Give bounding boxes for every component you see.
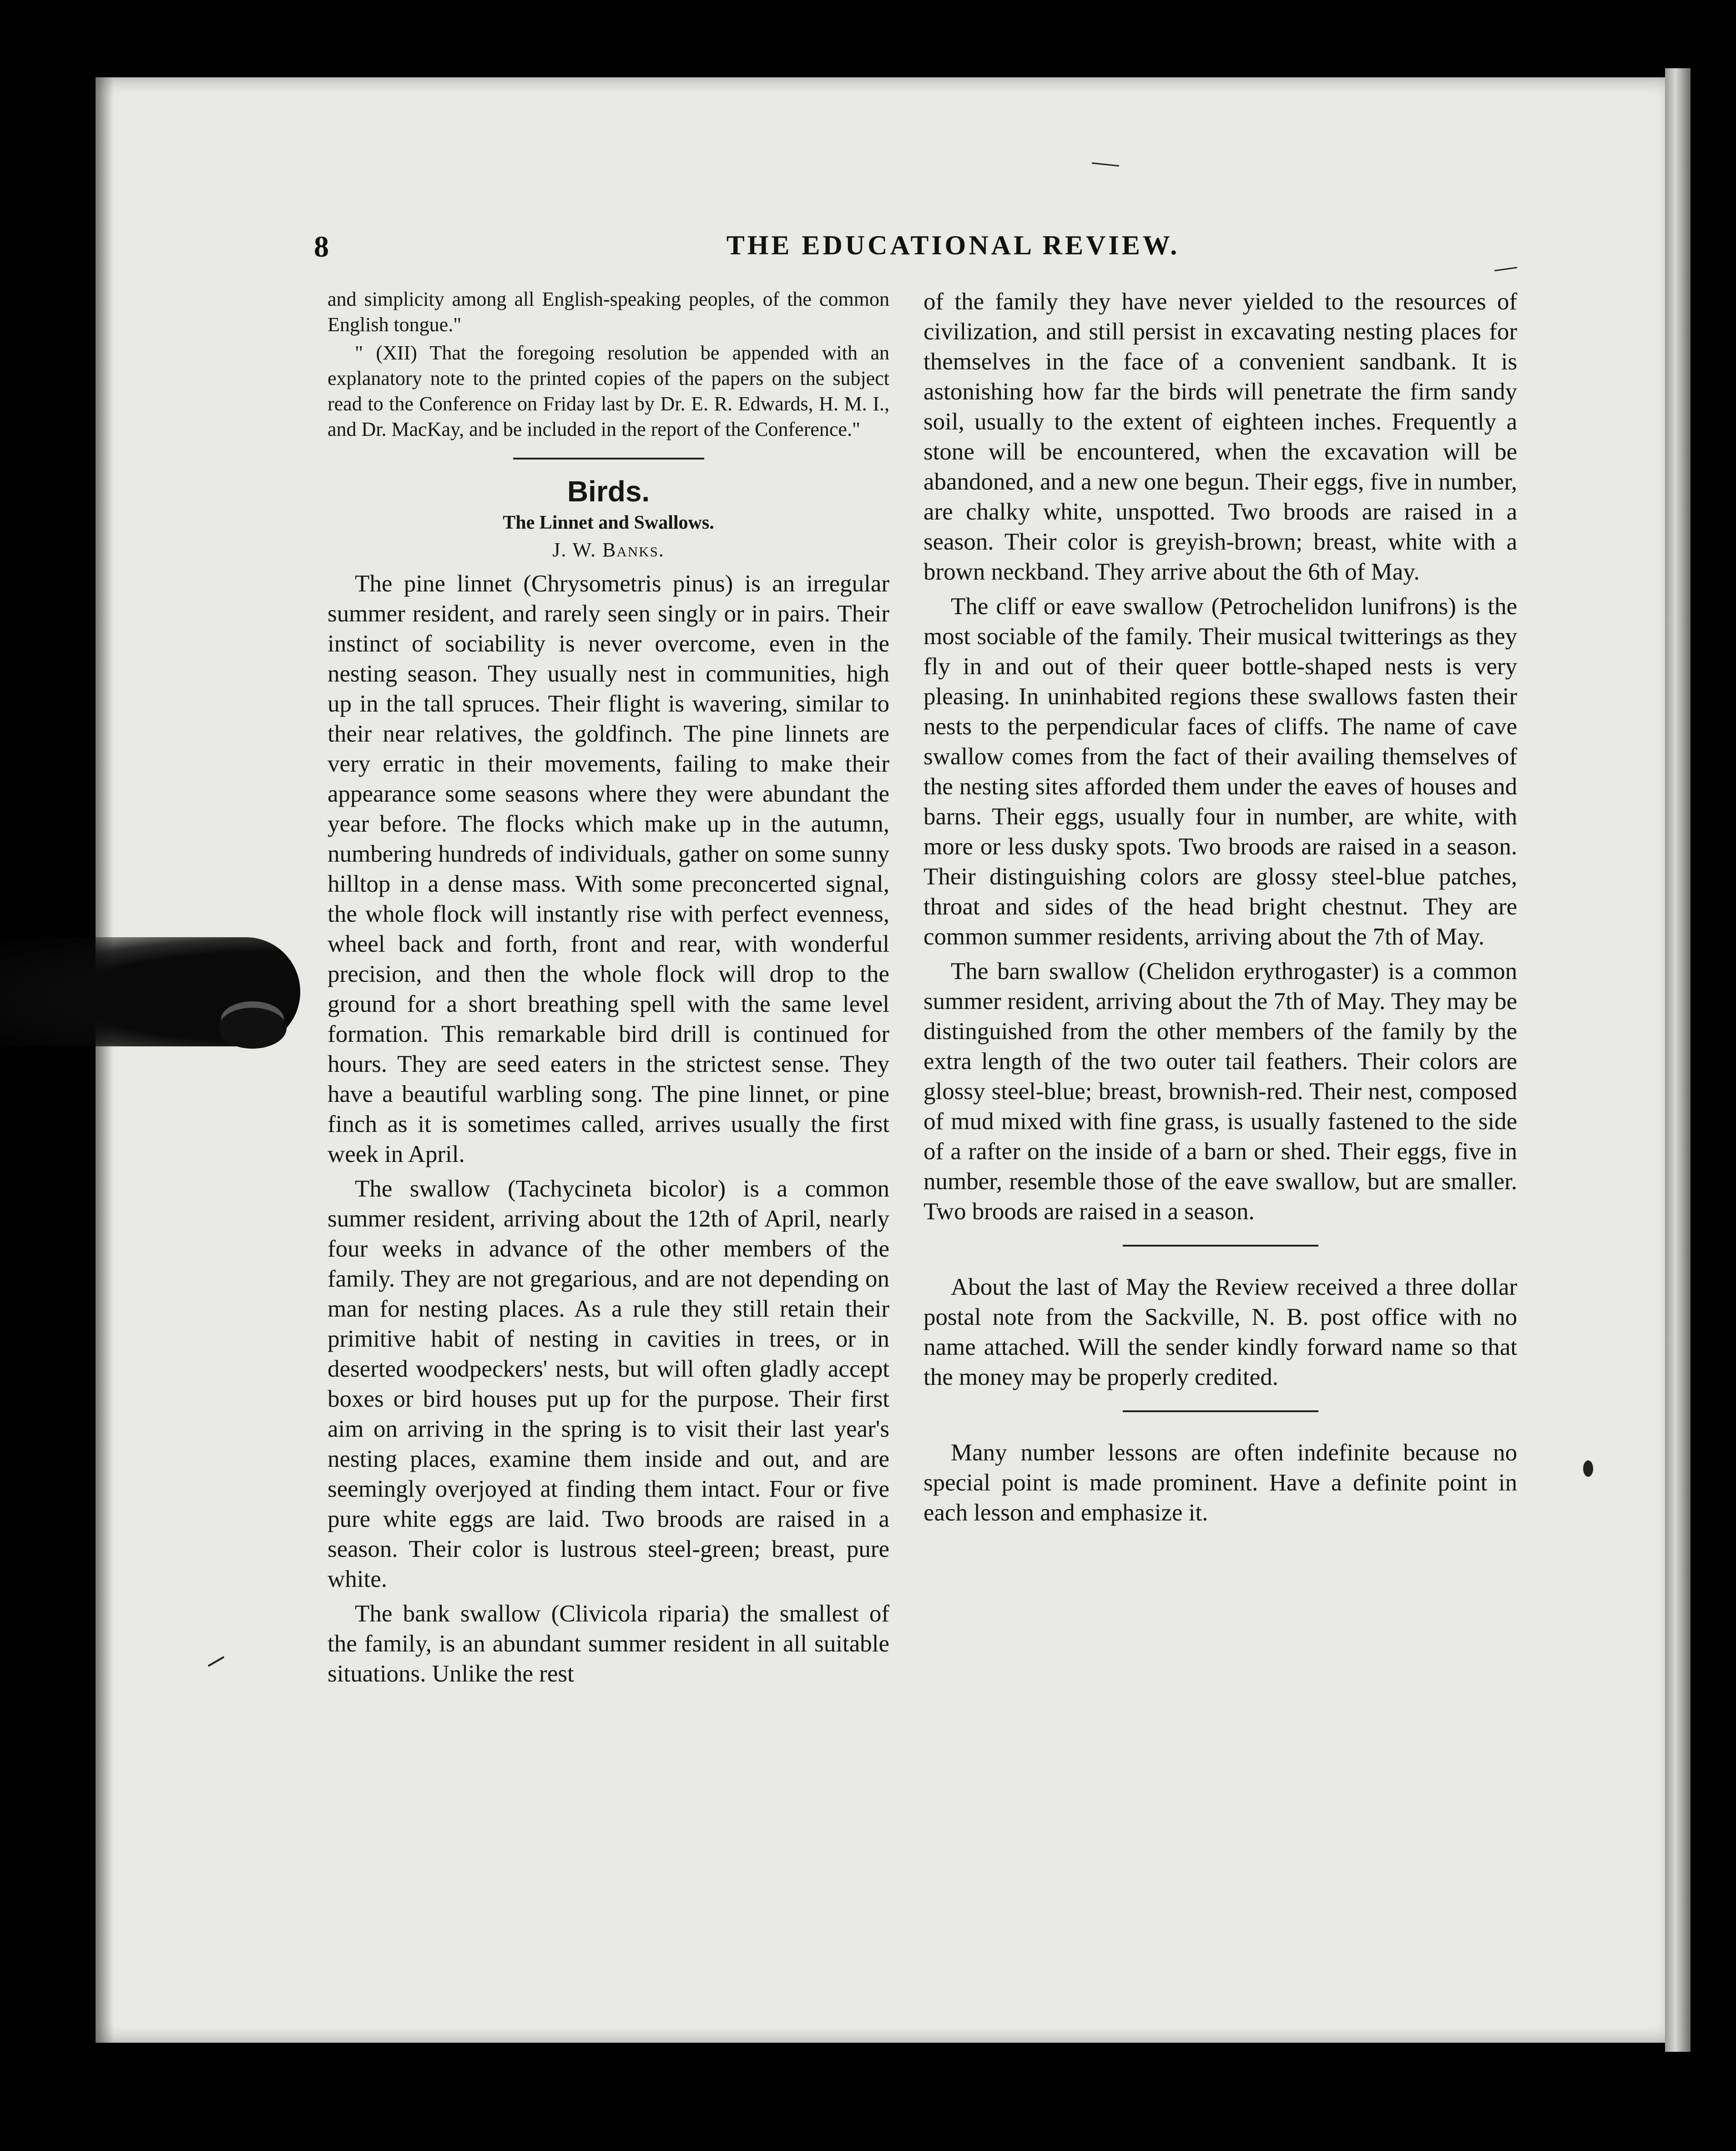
page-fold-shadow [96,77,114,2043]
left-column [328,287,889,1689]
finger-tip [218,1008,287,1049]
paragraph-barn-swallow: The barn swallow (Chelidon erythrogaster) is a common summer resident, arriving about the 7th of May. They may be distinguished from the other members of the family by the extra length of the two outer tail feathers. Their colors are glossy steel-blue; breast, brownish-red. Their nest, composed of mud mixed with fine grass, is usually fastened to the side of a rafter on the inside of a barn or shed. Their eggs, five in number, resemble those of the eave swallow, but are smaller. Two broods are raised in a season. [924,958,1517,1225]
section-divider [513,458,704,459]
journal-title: THE EDUCATIONAL REVIEW. [726,230,1180,260]
closing-note: Many number lessons are often indefinite because no special point is made prominent. Have a definite point in each lesson and emphasize it. [924,1439,1517,1526]
article-subtitle: The Linnet and Swallows. [503,512,714,533]
paragraph-bank-swallow: The bank swallow (Clivicola riparia) the smallest of the family, is an abundant summer resident in all suitable situations. Unlike the rest [328,1601,889,1687]
paragraph-pine-linnet: The pine linnet (Chrysometris pinus) is an irregular summer resident, and rarely seen singly or in pairs. Their instinct of sociability is never overcome, even in the nesting season. They usually nest in communities, high up in the tall spruces. Their flight is wavering, similar to their near relatives, the goldfinch. The pine linnets are very erratic in their movements, failing to make their appearance some seasons where they were abundant the year before. The flocks which make up in the autumn, numbering hundreds of individuals, gather on some sunny hilltop in a dense mass. With some preconcerted signal, the whole flock will instantly rise with perfect evenness, wheel back and forth, front and rear, with wonderful precision, and then the whole flock will drop to the ground for a short breathing spell with the same level formation. This remarkable bird drill is continued for hours. They are seed eaters in the strictest sense. They have a beautiful warbling song. The pine linnet, or pine finch as it is sometimes called, arrives usually the first week in April. [328,571,889,1167]
notice-postal-note: About the last of May the Review received a three dollar postal note from the Sackville, N. B. post office with no name attached. Will the sender kindly forward name so that the money may be properly credited. [924,1274,1517,1390]
margin-mark [1583,1460,1593,1477]
section-divider [1123,1410,1318,1412]
paragraph-tree-swallow: The swallow (Tachycineta bicolor) is a common summer resident, arriving about the 12th of April, nearly four weeks in advance of the other members of the family. They are not gregarious, and are not depending on man for nesting places. As a rule they still retain their primitive habit of nesting in cavities in trees, or in deserted woodpeckers' nests, but will often gladly accept boxes or bird houses put up for the purpose. Their first aim on arriving in the spring is to visit their last year's nesting places, examine them inside and out, and are seemingly overjoyed at finding them intact. Four or five pure white eggs are laid. Two broods are raised in a season. Their color is lustrous steel-green; breast, pure white. [328,1176,889,1592]
resolution-xii-text: " (XII) That the foregoing resolution be appended with an explanatory note to the printed copies of the papers on the subject read to the Conference on Friday last by Dr. E. R. Edwards, H. M. I., and Dr. MacKay, and be included in the report of the Conference." [328,342,889,440]
article-author: J. W. Banks. [552,539,665,561]
page-header [314,230,1592,271]
page-edge [1665,68,1691,2052]
right-column [924,287,1517,1528]
paragraph-bank-swallow-continued: of the family they have never yielded to the resources of civilization, and still persist in excavating nesting places for themselves in the face of a convenient sandbank. It is astonishing how far the birds will penetrate the firm sandy soil, usually to the extent of eighteen inches. Frequently a stone will be encountered, when the excavation will be abandoned, and a new one begun. Their eggs, five in number, are chalky white, unspotted. Two broods are raised in a season. Their color is greyish-brown; breast, white with a brown neckband. They arrive about the 6th of May. [924,288,1517,585]
section-divider [1123,1245,1318,1247]
paragraph-cliff-swallow: The cliff or eave swallow (Petrochelidon lunifrons) is the most sociable of the family. Their musical twitterings as they fly in and out of their queer bottle-shaped nests is very pleasing. In uninhabited regions these swallows fasten their nests to the perpendicular faces of cliffs. The name of cave swallow comes from the fact of their availing themselves of the nesting sites afforded them under the eaves of houses and barns. Their eggs, usually four in number, are white, with more or less dusky spots. Two broods are raised in a season. Their distinguishing colors are glossy steel-blue patches, throat and sides of the head bright chestnut. They are common summer residents, arriving about the 7th of May. [924,593,1517,950]
page-number: 8 [314,230,329,263]
intro-continued-text: and simplicity among all English-speaking peoples, of the common English tongue." [328,288,889,336]
article-title: Birds. [567,475,650,508]
